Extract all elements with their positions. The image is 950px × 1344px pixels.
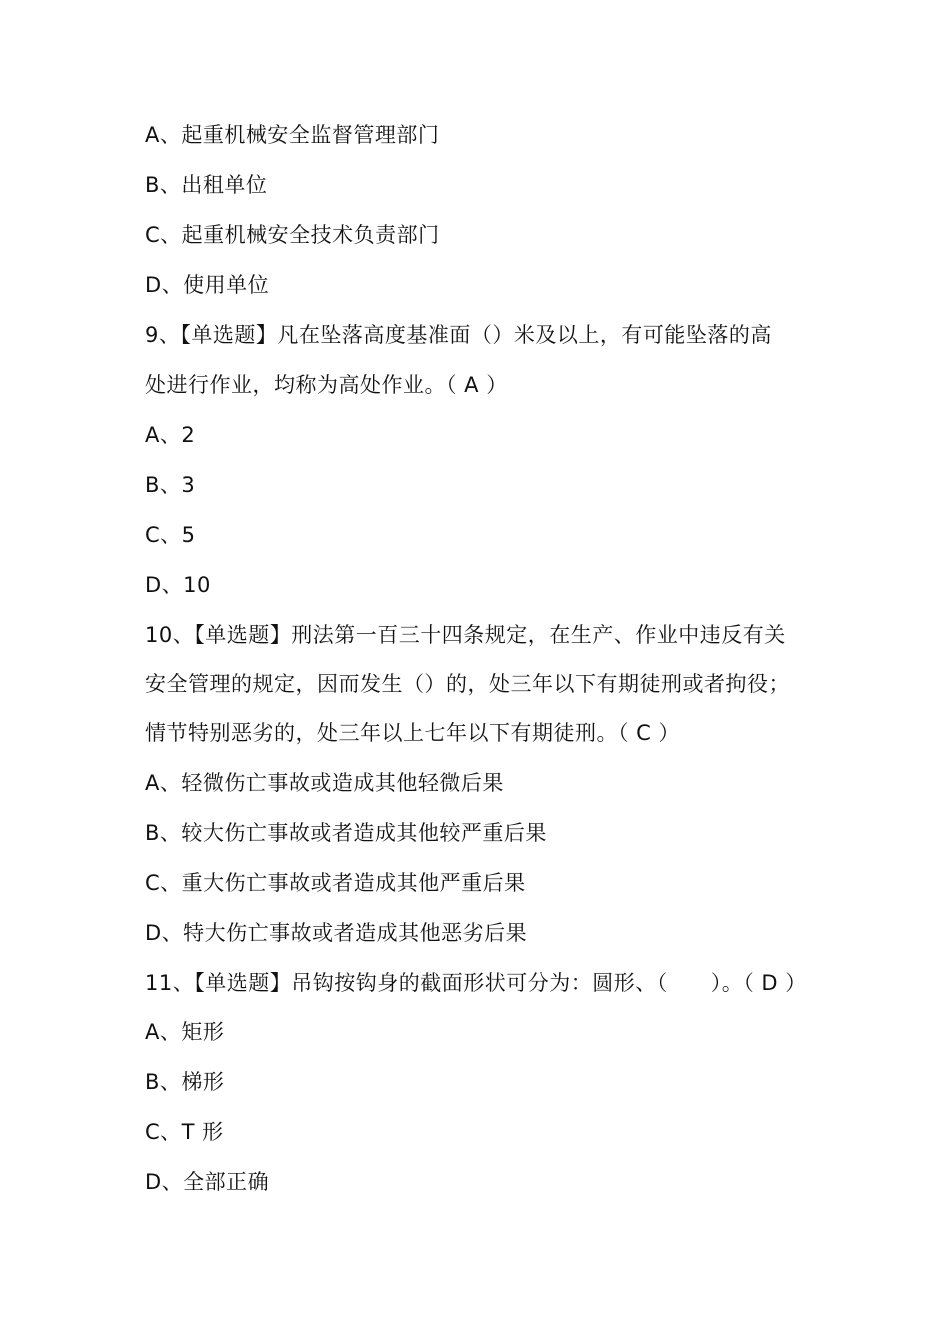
q10-option-a: A、轻微伤亡事故或造成其他轻微后果 <box>145 771 504 795</box>
q10-stem-line-1: 10、【单选题】刑法第一百三十四条规定，在生产、作业中违反有关 <box>145 623 786 647</box>
q10-option-c: C、重大伤亡事故或者造成其他严重后果 <box>145 871 526 895</box>
q11-option-d: D、全部正确 <box>145 1170 270 1194</box>
q8-option-b: B、出租单位 <box>145 173 268 197</box>
q11-option-a: A、矩形 <box>145 1020 225 1044</box>
q9-option-d: D、10 <box>145 573 211 597</box>
q9-option-a: A、2 <box>145 423 196 447</box>
q11-option-b: B、梯形 <box>145 1070 225 1094</box>
q8-option-a: A、起重机械安全监督管理部门 <box>145 123 440 147</box>
q10-stem-line-3: 情节特别恶劣的，处三年以上七年以下有期徒刑。（ C ） <box>145 721 681 745</box>
q10-option-d: D、特大伤亡事故或者造成其他恶劣后果 <box>145 921 528 945</box>
q8-option-d: D、使用单位 <box>145 273 270 297</box>
q10-option-b: B、较大伤亡事故或者造成其他较严重后果 <box>145 821 547 845</box>
q9-stem-line-2: 处进行作业，均称为高处作业。（ A ） <box>145 373 508 397</box>
q8-option-c: C、起重机械安全技术负责部门 <box>145 223 440 247</box>
q9-option-c: C、5 <box>145 523 196 547</box>
q11-option-c: C、T 形 <box>145 1120 224 1144</box>
q9-option-b: B、3 <box>145 473 196 497</box>
q11-stem: 11、【单选题】吊钩按钩身的截面形状可分为：圆形、（ ）。（ D ） <box>145 971 807 995</box>
q9-stem-line-1: 9、【单选题】凡在坠落高度基准面（）米及以上，有可能坠落的高 <box>145 323 772 347</box>
q10-stem-line-2: 安全管理的规定，因而发生（）的，处三年以下有期徒刑或者拘役； <box>145 672 790 696</box>
